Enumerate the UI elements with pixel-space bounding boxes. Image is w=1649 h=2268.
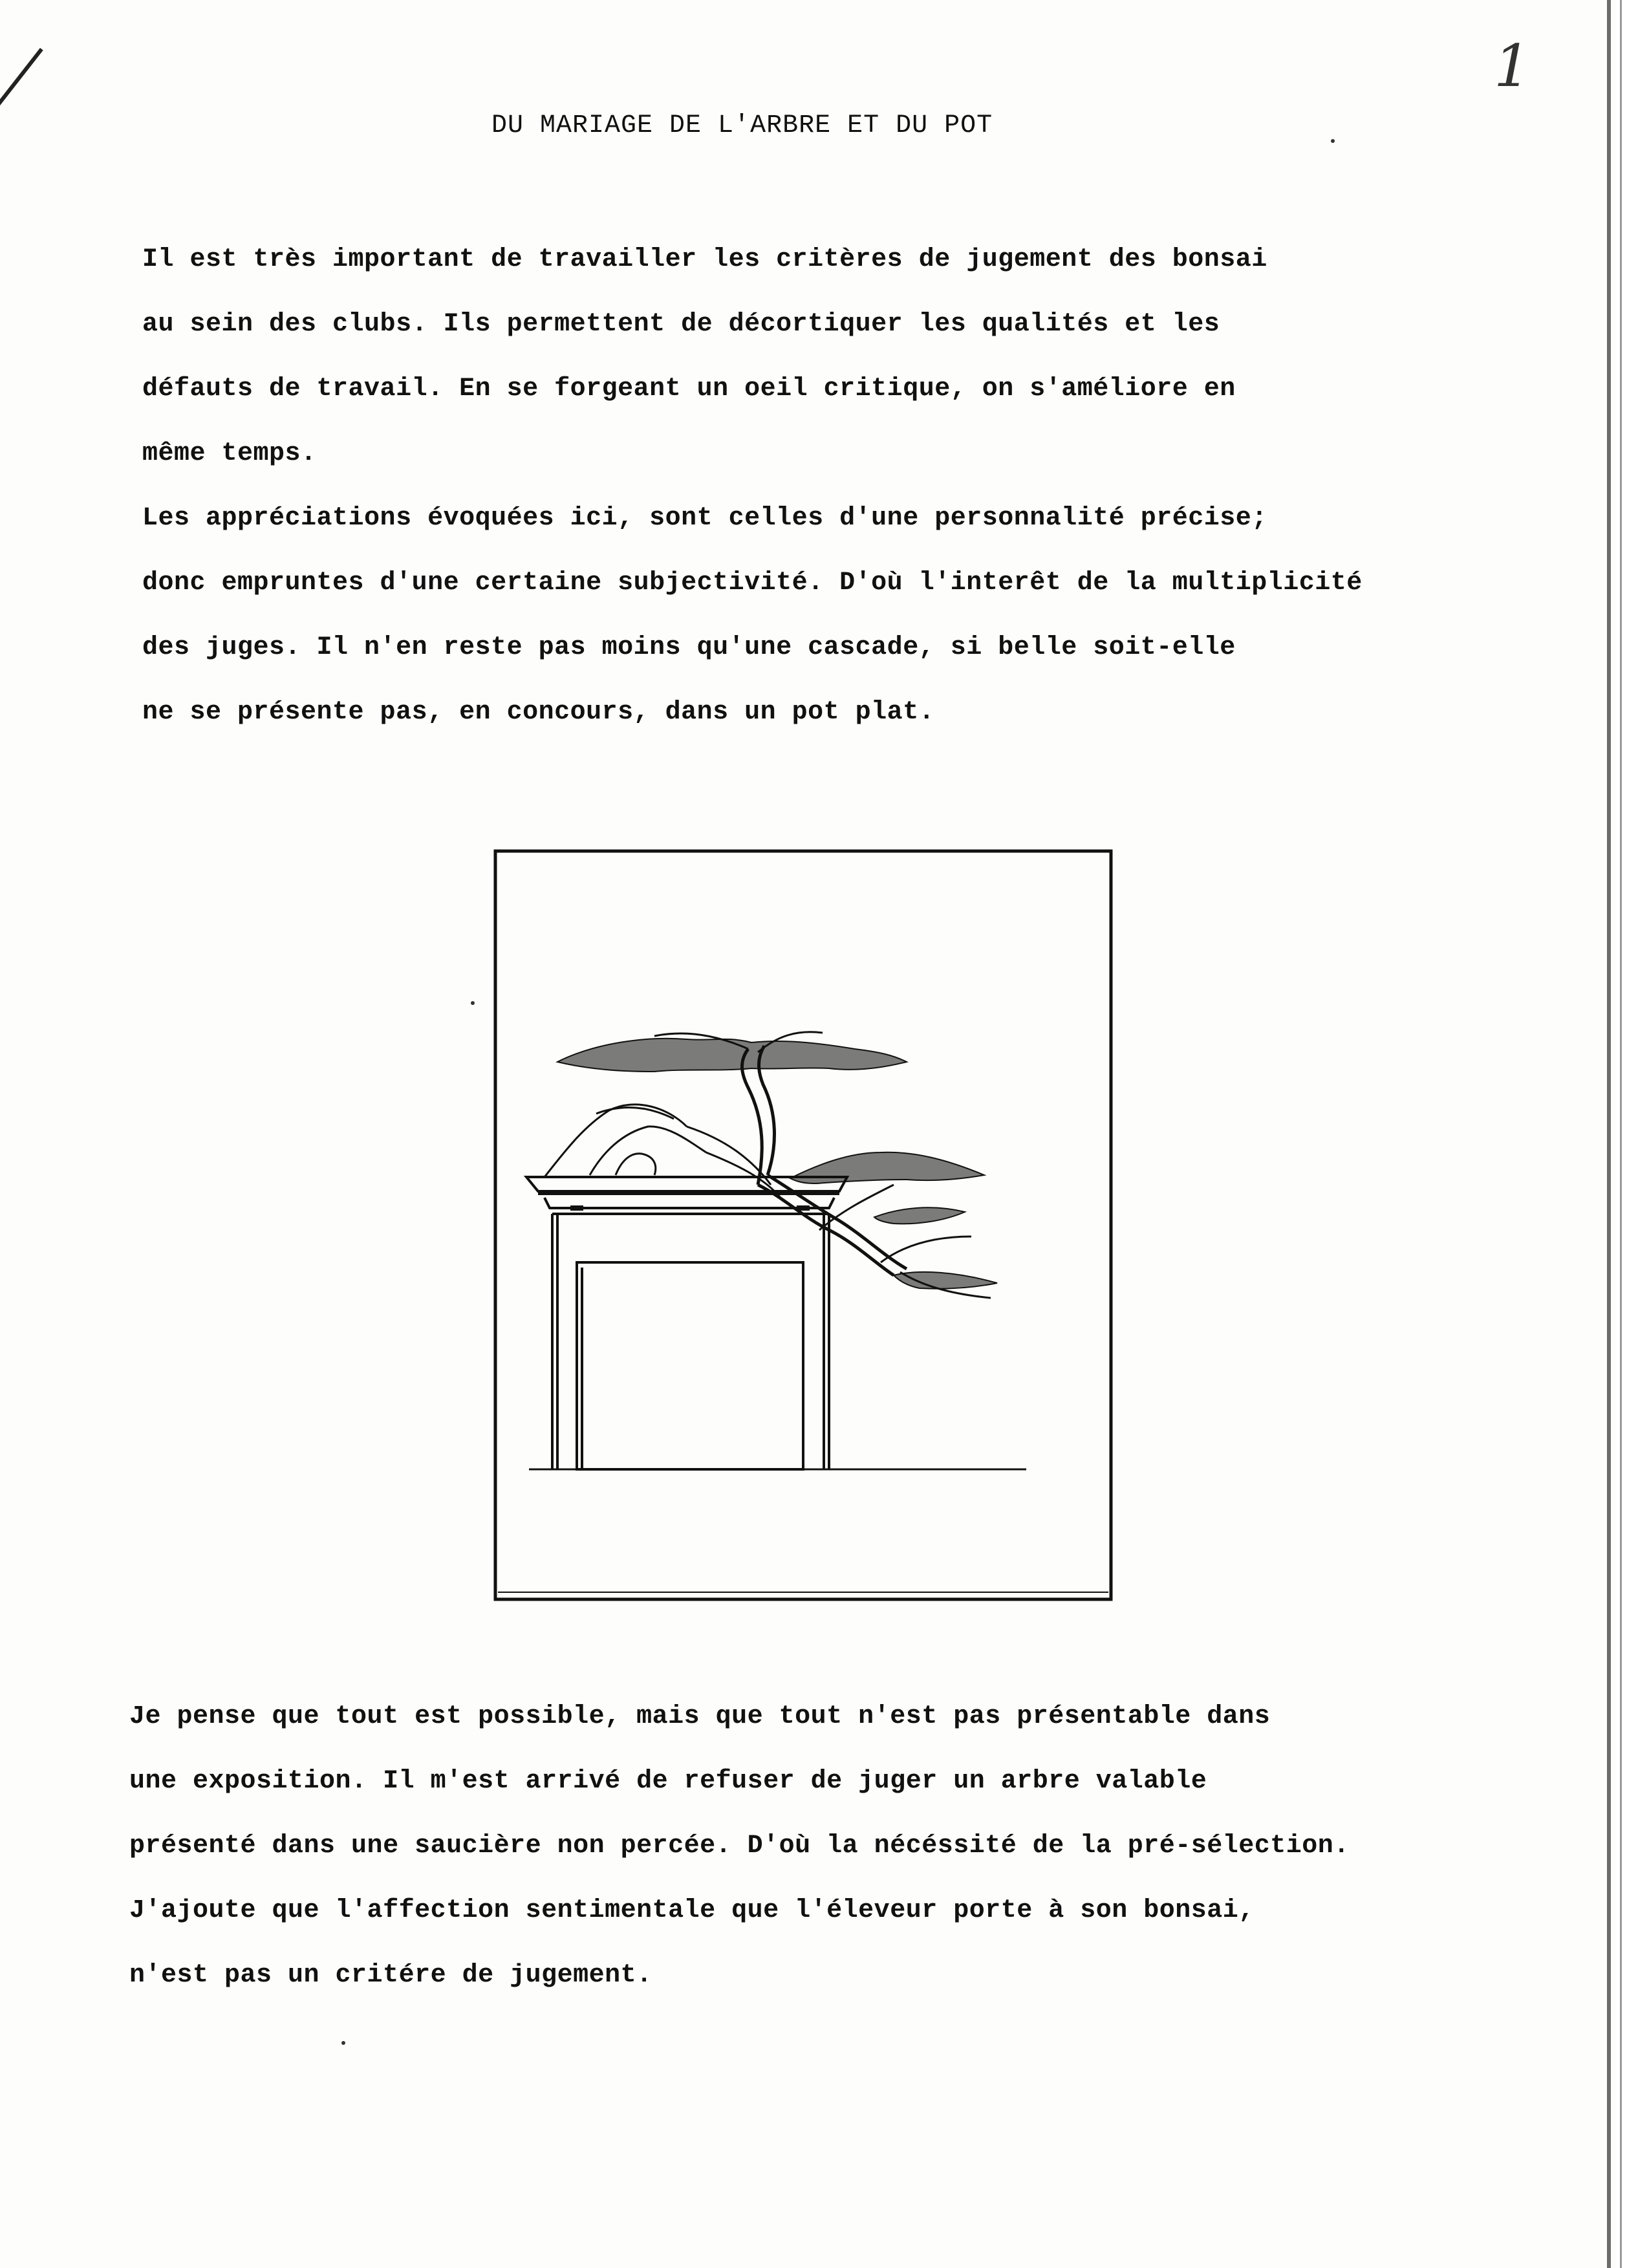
figure-frame [495,851,1111,1599]
tree-roots [544,1105,781,1198]
display-stand [529,1214,1026,1469]
text-line: ne se présente pas, en concours, dans un pot plat. [142,698,935,727]
text-line: donc empruntes d'une certaine subjectivité. D'où l'interêt de la multiplicité [142,568,1363,598]
closing-paragraph [129,1685,1520,2008]
text-line: défauts de travail. En se forgeant un oeil critique, on s'améliore en [142,374,1236,404]
document-title: DU MARIAGE DE L'ARBRE ET DU POT [491,111,993,140]
paper-speck [1331,139,1335,143]
text-line: n'est pas un critére de jugement. [129,1961,652,1990]
text-line: Je pense que tout est possible, mais que tout n'est pas présentable dans [129,1702,1271,1731]
text-line: Les appréciations évoquées ici, sont celles d'une personnalité précise; [142,504,1267,533]
text-line: J'ajoute que l'affection sentimentale que l'éleveur porte à son bonsai, [129,1896,1255,1925]
paper-speck [341,2041,345,2045]
foliage-pads [557,1039,997,1289]
text-line: même temps. [142,439,317,468]
text-line: Il est très important de travailler les critères de jugement des bonsai [142,245,1267,274]
text-line: une exposition. Il m'est arrivé de refuser de juger un arbre valable [129,1767,1207,1796]
page-edge-shadow-secondary [1620,0,1622,2268]
text-line: présenté dans une saucière non percée. D'où la nécéssité de la pré-sélection. [129,1831,1350,1861]
intro-paragraph [142,228,1533,745]
bonsai-illustration [493,848,1114,1602]
text-line: des juges. Il n'en reste pas moins qu'une cascade, si belle soit-elle [142,633,1236,662]
text-line: au sein des clubs. Ils permettent de décortiquer les qualités et les [142,310,1220,339]
paper-speck [471,1001,475,1005]
page-number: 1 [1494,32,1531,100]
page-edge-shadow [1607,0,1611,2268]
bonsai-drawing [493,848,1114,1602]
